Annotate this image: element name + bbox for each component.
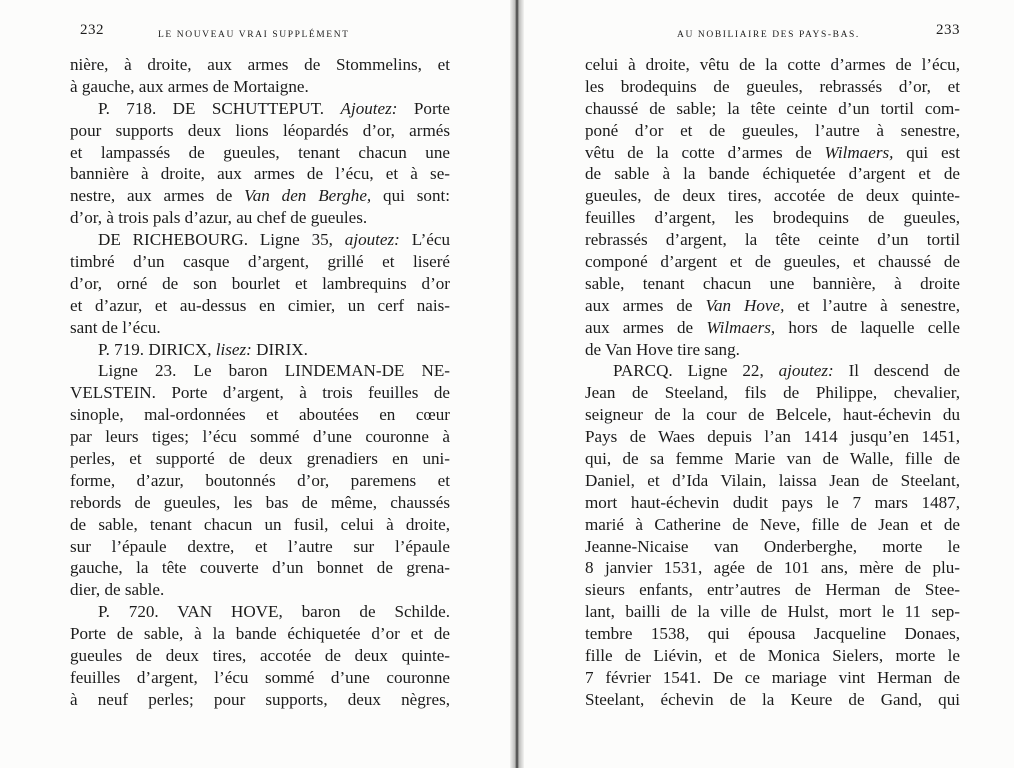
text-segment: aux armes de — [585, 317, 707, 337]
text-line — [585, 339, 960, 361]
text-segment: fille de Liévin, et de Monica Sielers, morte le — [585, 646, 960, 666]
text-segment: bannière à droite, aux armes de l’écu, et à se- — [70, 164, 450, 184]
text-line — [70, 339, 450, 361]
text-segment: 7 février 1541. De ce mariage vint Herman de — [585, 667, 960, 687]
text-line — [585, 426, 960, 448]
text-segment: sant de l’écu. — [70, 317, 161, 337]
text-line — [70, 382, 450, 404]
text-line — [70, 689, 450, 711]
italic-text-segment: Van den Berghe, — [244, 186, 372, 206]
text-line — [70, 601, 450, 623]
text-segment: Porte — [397, 98, 450, 118]
text-segment: Il descend de — [833, 361, 960, 381]
right-page-number: 233 — [936, 22, 960, 38]
text-line — [585, 645, 960, 667]
right-page-text — [585, 54, 960, 711]
text-line — [70, 514, 450, 536]
text-line — [585, 98, 960, 120]
text-segment: DIRIX. — [251, 339, 308, 359]
text-line — [70, 317, 450, 339]
text-segment: rebrassés d’argent, la tête ceinte d’un tortil — [585, 230, 960, 250]
text-line — [70, 251, 450, 273]
text-segment: qui, de sa femme Marie van de Walle, fille de — [585, 449, 960, 469]
text-segment: par leurs tiges; l’écu sommé d’une couronne à — [70, 427, 450, 447]
text-segment: componé d’argent et de gueules, et chaussé de — [585, 252, 960, 272]
italic-text-segment: lisez: — [215, 339, 252, 359]
text-segment: de Van Hove tire sang. — [585, 339, 740, 359]
italic-text-segment: Wilmaers, — [706, 317, 776, 337]
text-line — [585, 623, 960, 645]
text-segment: gueules de deux tires, accotée de deux quinte- — [70, 646, 450, 666]
text-line — [70, 76, 450, 98]
text-segment: sieurs enfants, entr’autres de Herman de Stee- — [585, 580, 960, 600]
text-line — [585, 317, 960, 339]
text-line — [70, 295, 450, 317]
text-line — [585, 251, 960, 273]
text-line — [585, 514, 960, 536]
text-line — [70, 54, 450, 76]
text-line — [585, 185, 960, 207]
text-segment: DE RICHEBOURG. Ligne 35, — [98, 230, 345, 250]
text-segment: de sable, tenant chacun un fusil, celui à droite, — [70, 514, 450, 534]
text-segment: poné d’or et de gueules, l’autre à senestre, — [585, 120, 960, 140]
left-page — [70, 0, 450, 768]
text-segment: sur l’épaule dextre, et l’autre sur l’épaule — [70, 536, 450, 556]
right-page — [585, 0, 960, 768]
text-line — [585, 207, 960, 229]
text-line — [585, 667, 960, 689]
text-segment: et d’azur, et au-dessus en cimier, un cerf nais- — [70, 295, 450, 315]
text-line — [70, 645, 450, 667]
text-segment: rebords de gueules, les bas de même, chaussés — [70, 492, 450, 512]
text-line — [70, 448, 450, 470]
italic-text-segment: Ajoutez: — [340, 98, 398, 118]
text-line — [70, 98, 450, 120]
book-gutter — [510, 0, 524, 768]
text-segment: feuilles d’argent, les brodequins de gueules, — [585, 208, 960, 228]
text-segment: Ligne 23. Le baron LINDEMAN-DE NE- — [98, 361, 450, 381]
italic-text-segment: ajoutez: — [778, 361, 834, 381]
text-segment: d’or, orné de son bourlet et lambrequins d’or — [70, 273, 450, 293]
text-segment: timbré d’un casque d’argent, grillé et liseré — [70, 252, 450, 272]
text-segment: qui est — [893, 142, 960, 162]
text-line — [70, 404, 450, 426]
text-segment: Steelant, échevin de la Keure de Gand, qui — [585, 689, 960, 709]
text-line — [70, 207, 450, 229]
text-line — [585, 360, 960, 382]
text-segment: nière, à droite, aux armes de Stommelins, et — [70, 55, 450, 74]
text-segment: P. 720. VAN HOVE, baron de Schilde. — [98, 602, 450, 622]
text-line — [585, 601, 960, 623]
text-segment: marié à Catherine de Neve, fille de Jean et de — [585, 514, 960, 534]
text-line — [585, 142, 960, 164]
text-line — [585, 76, 960, 98]
italic-text-segment: Wilmaers, — [824, 142, 894, 162]
text-segment: L’écu — [399, 230, 450, 250]
text-segment: qui sont: — [371, 186, 450, 206]
text-line — [585, 54, 960, 76]
text-line — [585, 273, 960, 295]
text-line — [70, 557, 450, 579]
text-line — [585, 163, 960, 185]
text-line — [70, 426, 450, 448]
text-segment: VELSTEIN. Porte d’argent, à trois feuilles de — [70, 383, 450, 403]
text-line — [585, 470, 960, 492]
text-segment: les brodequins de gueules, rebrassés d’or, et — [585, 76, 960, 96]
text-segment: celui à droite, vêtu de la cotte d’armes de l’écu, — [585, 55, 960, 74]
text-line — [585, 295, 960, 317]
text-segment: à gauche, aux armes de Mortaigne. — [70, 76, 309, 96]
text-line — [70, 360, 450, 382]
text-segment: P. 719. DIRICX, — [98, 339, 216, 359]
text-line — [70, 273, 450, 295]
text-segment: P. 718. DE SCHUTTEPUT. — [98, 98, 341, 118]
text-line — [585, 120, 960, 142]
italic-text-segment: Van Hove, — [705, 295, 785, 315]
text-segment: tembre 1538, qui épousa Jacqueline Donaes, — [585, 624, 960, 644]
text-segment: d’or, à trois pals d’azur, au chef de gueules. — [70, 208, 368, 228]
text-segment: forme, d’azur, boutonnés d’or, paremens et — [70, 470, 450, 490]
text-segment: seigneur de la cour de Belcele, haut-échevin du — [585, 405, 960, 425]
text-line — [585, 492, 960, 514]
text-segment: Porte de sable, à la bande échiquetée d’or et de — [70, 624, 450, 644]
text-segment: et lampassés de gueules, tenant chacun une — [70, 142, 450, 162]
text-line — [70, 667, 450, 689]
text-segment: pour supports deux lions léopardés d’or, armés — [70, 120, 450, 140]
left-running-title: LE NOUVEAU VRAI SUPPLÉMENT — [158, 30, 350, 40]
text-line — [70, 536, 450, 558]
text-line — [70, 120, 450, 142]
right-running-title: AU NOBILIAIRE DES PAYS-BAS. — [677, 30, 860, 40]
text-segment: hors de laquelle celle — [775, 317, 960, 337]
left-page-text — [70, 54, 450, 711]
text-segment: PARCQ. Ligne 22, — [613, 361, 779, 381]
text-line — [70, 229, 450, 251]
text-line — [70, 470, 450, 492]
text-line — [70, 579, 450, 601]
text-segment: Jean de Steeland, fils de Philippe, chevalier, — [585, 383, 960, 403]
text-line — [70, 185, 450, 207]
right-running-head — [585, 22, 960, 46]
text-line — [585, 536, 960, 558]
text-segment: sable, tenant chacun une bannière, à droite — [585, 273, 960, 293]
text-segment: gueules, de deux tires, accotée de deux quinte- — [585, 186, 960, 206]
text-line — [585, 448, 960, 470]
text-segment: vêtu de la cotte d’armes de — [585, 142, 825, 162]
left-page-number: 232 — [80, 22, 104, 38]
text-segment: Daniel, et d’Ida Vilain, laissa Jean de Steelant, — [585, 470, 960, 490]
text-line — [70, 142, 450, 164]
text-segment: chaussé de sable; la tête ceinte d’un tortil com- — [585, 98, 960, 118]
text-line — [70, 163, 450, 185]
text-segment: à neuf perles; pour supports, deux nègres, — [70, 689, 450, 709]
text-line — [585, 229, 960, 251]
left-running-head — [70, 22, 450, 46]
text-segment: dier, de sable. — [70, 580, 165, 600]
text-segment: nestre, aux armes de — [70, 186, 245, 206]
text-segment: Pays de Waes depuis l’an 1414 jusqu’en 1451, — [585, 427, 960, 447]
text-line — [585, 689, 960, 711]
text-segment: de sable à la bande échiquetée d’argent et de — [585, 164, 960, 184]
text-segment: Jeanne-Nicaise van Onderberghe, morte le — [585, 536, 960, 556]
text-segment: et l’autre à senestre, — [784, 295, 960, 315]
text-segment: gauche, la tête couverte d’un bonnet de grena- — [70, 558, 450, 578]
text-segment: mort haut-échevin dudit pays le 7 mars 1487, — [585, 492, 960, 512]
text-segment: sinople, mal-ordonnées et aboutées en cœur — [70, 405, 450, 425]
text-segment: 8 janvier 1531, agée de 101 ans, mère de plu- — [585, 558, 960, 578]
text-line — [70, 492, 450, 514]
text-segment: perles, et supporté de deux grenadiers en uni- — [70, 449, 450, 469]
text-line — [585, 557, 960, 579]
text-line — [585, 382, 960, 404]
text-line — [70, 623, 450, 645]
text-segment: feuilles d’argent, l’écu sommé d’une couronne — [70, 667, 450, 687]
italic-text-segment: ajoutez: — [344, 230, 400, 250]
text-line — [585, 579, 960, 601]
text-segment: lant, bailli de la ville de Hulst, mort le 11 sep- — [585, 602, 960, 622]
text-segment: aux armes de — [585, 295, 706, 315]
text-line — [585, 404, 960, 426]
